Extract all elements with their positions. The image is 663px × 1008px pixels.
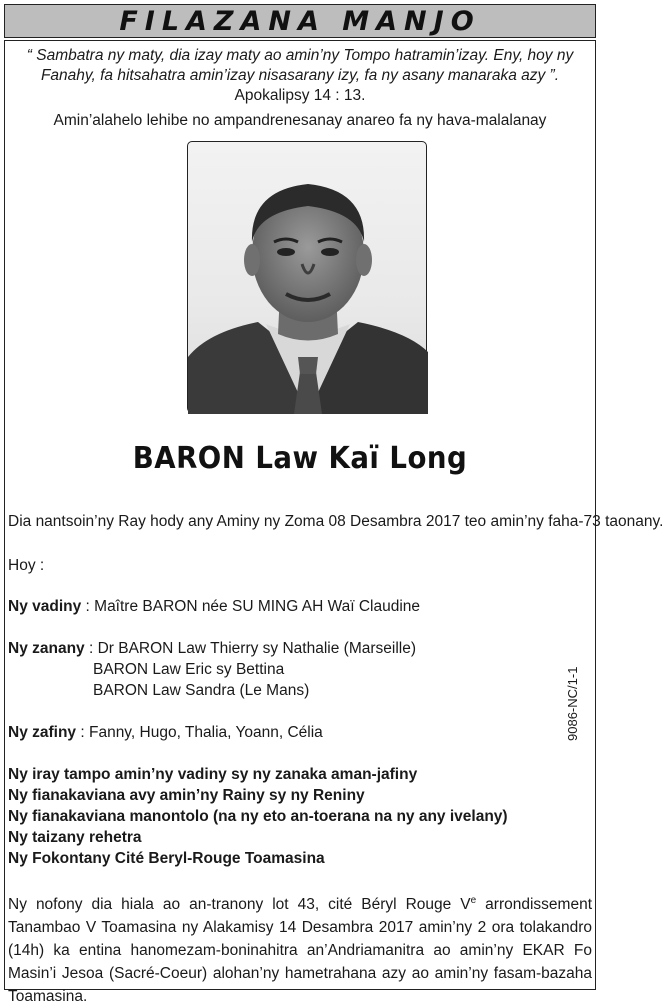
relative-line-3: Ny fianakaviana manontolo (na ny eto an-toerana na ny any ivelany) (8, 808, 508, 825)
funeral-details-part-1: Ny nofony dia hiala ao an-tranony lot 43, cité Béryl Rouge V (8, 896, 471, 914)
relative-line-2: Ny fianakaviana avy amin’ny Rainy sy ny Reniny (8, 787, 365, 804)
intro-text: Amin’alahelo lehibe no ampandrenesanay anareo fa ny hava-malalanay (53, 112, 547, 129)
notice-frame (4, 40, 663, 1006)
funeral-details-sup: e (470, 895, 477, 906)
children-value-2: BARON Law Eric sy Bettina (93, 661, 285, 678)
children-value-1: : Dr BARON Law Thierry sy Nathalie (Marseille) (84, 640, 416, 657)
spouse-value: : Maître BARON née SU MING AH Waï Claudine (81, 598, 421, 615)
spouse-line (8, 598, 420, 616)
bible-verse (15, 46, 585, 106)
spouse-label: Ny vadiny (8, 598, 82, 615)
relative-line-1: Ny iray tampo amin’ny vadiny sy ny zanaka aman-jafiny (8, 766, 418, 783)
relative-line-4: Ny taizany rehetra (8, 829, 142, 846)
children-label: Ny zanany (8, 640, 85, 657)
verse-quote: “ Sambatra ny maty, dia izay maty ao amin’ny Tompo hatramin’izay. Eny, hoy ny Fanahy, fa hitsahatra amin’izay nisasarany izy, fa ny asany manaraka azy ”. (26, 47, 574, 84)
relative-line-5: Ny Fokontany Cité Beryl-Rouge Toamasina (8, 850, 325, 867)
deceased-name: BARON Law Kaï Long (132, 441, 468, 476)
notice-header (4, 4, 596, 38)
hoy-label: Hoy : (8, 557, 45, 574)
funeral-details (8, 889, 592, 1008)
grandchildren-line (8, 724, 323, 742)
verse-reference: Apokalipsy 14 : 13. (234, 87, 366, 104)
grandchildren-label: Ny zafiny (8, 724, 77, 741)
portrait-illustration (188, 142, 428, 414)
deceased-photo (187, 141, 427, 413)
children-line-1 (8, 640, 416, 658)
death-notice: Dia nantsoin’ny Ray hody any Aminy ny Zoma 08 Desambra 2017 teo amin’ny faha-73 taonany. (8, 513, 663, 530)
header-title: FILAZANA MANJO (119, 5, 481, 37)
children-value-3: BARON Law Sandra (Le Mans) (93, 682, 310, 699)
reference-code: 9086-NC/1-1 (565, 666, 580, 741)
funeral-details-part-2: arrondissement Tanambao V Toamasina ny Alakamisy 14 Desambra 2017 amin’ny 2 ora tolakandro (14h) ka entina hanomezam-boninahitra an’Andriamanitra ao amin’ny EKAR Fo Masin’i Jesoa (Sacré-Coeur) alohan’ny hametrahana azy ao amin’ny fasam-bazaha Toamasina. (8, 896, 592, 1006)
grandchildren-value: : Fanny, Hugo, Thalia, Yoann, Célia (76, 724, 323, 741)
